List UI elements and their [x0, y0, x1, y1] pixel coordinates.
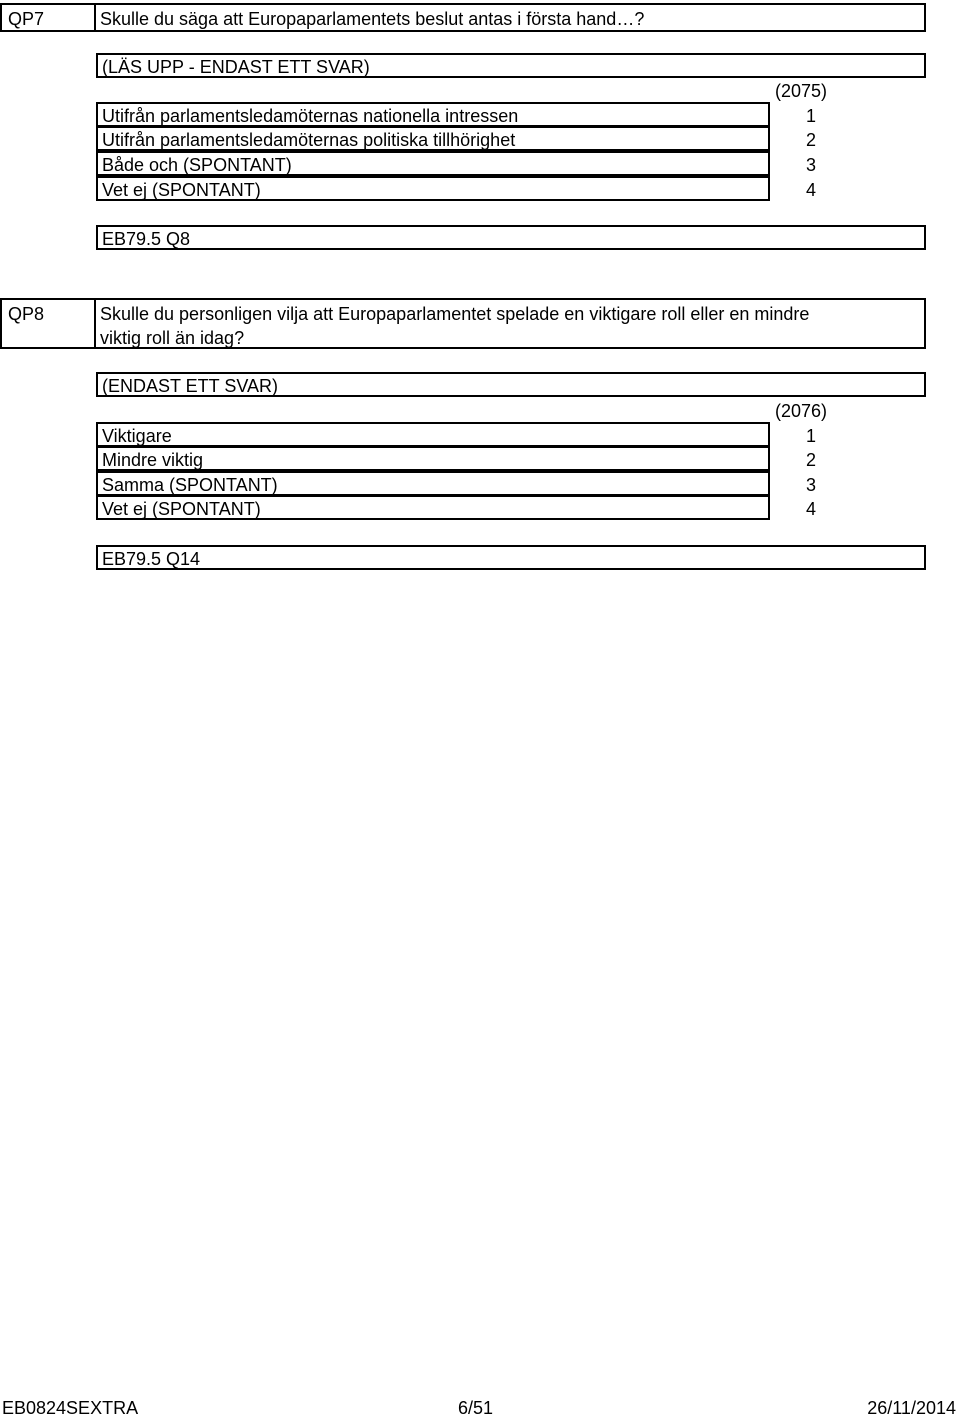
qp8-option-label: Samma (SPONTANT): [102, 475, 278, 495]
qp7-question: Skulle du säga att Europaparlamentets beslut antas i första hand…?: [100, 9, 645, 29]
qp7-option-row: [96, 126, 770, 151]
qp8-question-cell: [94, 298, 926, 349]
qp7-source-cell: [96, 225, 926, 250]
qp7-option-label: Både och (SPONTANT): [102, 155, 292, 175]
qp8-question-line2: viktig roll än idag?: [100, 328, 245, 348]
qp8-source: EB79.5 Q14: [102, 549, 201, 569]
qp7-source: EB79.5 Q8: [102, 229, 191, 249]
qp8-option-value: 2: [805, 450, 816, 470]
qp7-instruction: (LÄS UPP - ENDAST ETT SVAR): [102, 57, 370, 77]
qp8-id: QP8: [8, 304, 45, 324]
footer-page-number: 6/51: [458, 1398, 494, 1418]
qp7-option-value: 3: [805, 155, 816, 175]
qp8-source-cell: [96, 545, 926, 570]
qp8-option-row: [96, 471, 770, 496]
qp7-question-cell: [94, 3, 926, 32]
footer-doc-id: EB0824SEXTRA: [2, 1398, 139, 1418]
qp7-option-value: 2: [805, 130, 816, 150]
qp7-option-row: [96, 151, 770, 176]
qp8-option-label: Viktigare: [102, 426, 172, 446]
qp7-option-row: [96, 176, 770, 201]
footer-date: 26/11/2014: [867, 1398, 956, 1418]
qp8-instruction: (ENDAST ETT SVAR): [102, 376, 279, 396]
qp8-option-row: [96, 446, 770, 471]
qp7-option-label: Utifrån parlamentsledamöternas politiska tillhörighet: [102, 130, 516, 150]
qp7-option-value: 1: [805, 106, 816, 126]
qp8-instruction-cell: [96, 372, 926, 397]
qp8-option-row: [96, 422, 770, 447]
qp7-option-value: 4: [805, 180, 816, 200]
qp8-code: (2076): [774, 401, 828, 421]
qp7-id: QP7: [8, 9, 45, 29]
qp7-option-label: Vet ej (SPONTANT): [102, 180, 261, 200]
qp8-option-value: 3: [805, 475, 816, 495]
qp8-id-cell: [0, 298, 96, 349]
qp8-option-label: Mindre viktig: [102, 450, 204, 470]
qp7-instruction-cell: [96, 53, 926, 78]
qp8-option-value: 4: [805, 499, 816, 519]
qp7-option-row: [96, 102, 770, 127]
qp7-id-cell: [0, 3, 96, 32]
qp7-code: (2075): [774, 81, 828, 101]
qp8-option-label: Vet ej (SPONTANT): [102, 499, 261, 519]
qp7-option-label: Utifrån parlamentsledamöternas nationella intressen: [102, 106, 519, 126]
qp8-question-line1: Skulle du personligen vilja att Europaparlamentet spelade en viktigare roll eller en mindre: [100, 304, 810, 324]
qp8-option-value: 1: [805, 426, 816, 446]
qp8-option-row: [96, 495, 770, 520]
